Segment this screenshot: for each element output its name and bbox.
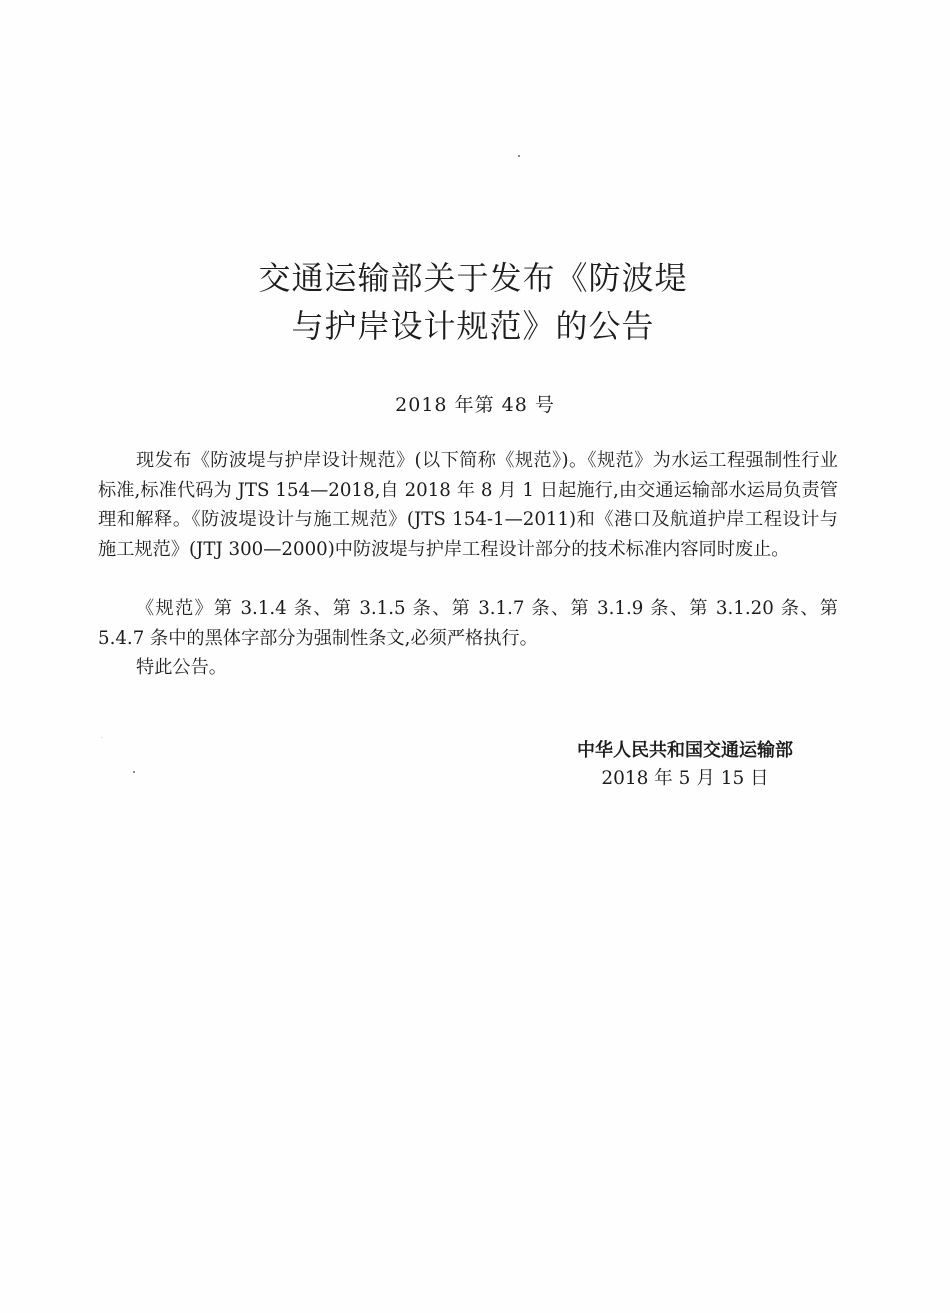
body-paragraph-1: 现发布《防波堤与护岸设计规范》(以下简称《规范》)。《规范》为水运工程强制性行业标准,标准代码为 JTS 154—2018,自 2018 年 8 月 1 日起施行,由交通运输部水运局负责管理和解释。《防波堤设计与施工规范》(JTS 154-1—2011)和《港口及航道护岸工程设计与施工规范》(JTJ 300—2000)中防波堤与护岸工程设计部分的技术标准内容同时废止。 — [98, 450, 838, 560]
announcement-title-line-2: 与护岸设计规范》的公告 — [291, 307, 655, 345]
announcement-number: 2018 年第 48 号 — [395, 394, 555, 416]
scan-speck — [518, 155, 520, 157]
signature-organization: 中华人民共和国交通运输部 — [577, 740, 793, 761]
announcement-title-line-1: 交通运输部关于发布《防波堤 — [258, 259, 688, 297]
body-paragraph-3: 特此公告。 — [136, 657, 227, 678]
scan-speck — [101, 737, 102, 738]
signature-date: 2018 年 5 月 15 日 — [601, 768, 769, 789]
scan-speck — [133, 771, 135, 773]
body-paragraph-2: 《规范》第 3.1.4 条、第 3.1.5 条、第 3.1.7 条、第 3.1.9 条、第 3.1.20 条、第 5.4.7 条中的黑体字部分为强制性条文,必须严格执行。 — [98, 598, 838, 649]
